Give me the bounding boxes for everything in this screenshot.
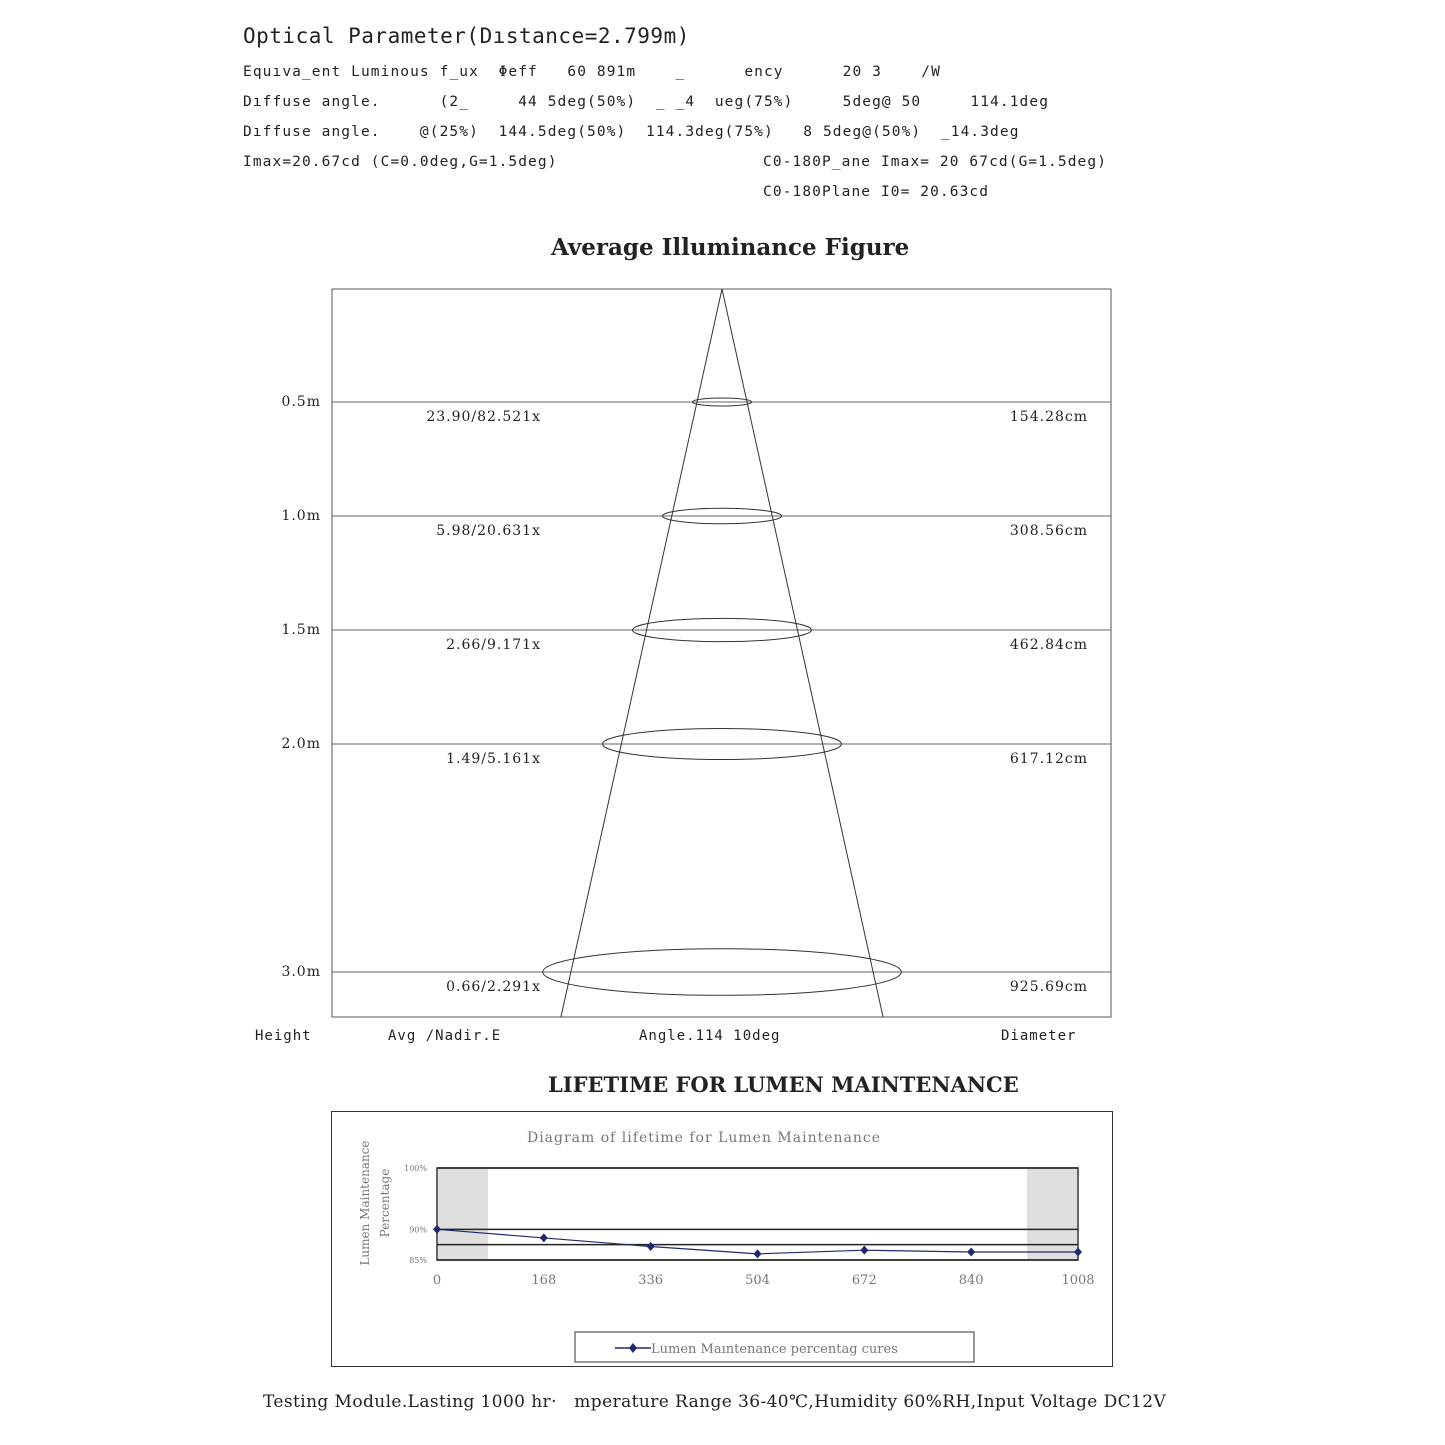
diameter-value: 154.28cm (1009, 409, 1088, 425)
diameter-value: 925.69cm (1009, 979, 1088, 995)
x-tick-label: 0 (432, 1273, 442, 1288)
avg-nadir-value: 5.98/20.631x (436, 523, 541, 539)
y-tick-label: 85% (409, 1256, 427, 1265)
plot-right-band (1027, 1169, 1077, 1259)
diameter-value: 617.12cm (1009, 751, 1088, 767)
testing-note: Testing Module.Lasting 1000 hr· mperature Range 36-40℃,Humidity 60%RH,Input Voltage DC12V (263, 1392, 1167, 1412)
height-label: 1.5m (281, 622, 321, 638)
avg-nadir-value: 23.90/82.521x (426, 409, 541, 425)
chart-title: Diagram of lifetime for Lumen Maintenance (526, 1130, 882, 1146)
y-tick-label: 100% (404, 1164, 427, 1173)
c0-180-i0-line: C0-180Plane I0= 20.63cd (763, 184, 990, 200)
legend-label: Lumen Maıntenance percentag cures (651, 1342, 898, 1357)
diffuse-angle-line-2: Dıffuse angle. @(25%) 144.5deg(50%) 114.3deg(75%) 8 5deg@(50%) _14.3deg (243, 124, 1020, 140)
avg-nadir-value: 2.66/9.171x (446, 637, 541, 653)
height-column-label: Height (255, 1028, 312, 1044)
height-label: 0.5m (281, 394, 321, 410)
avg-nadir-value: 0.66/2.291x (446, 979, 541, 995)
chart-y-axis-label-2: Percentage (378, 1168, 392, 1238)
height-label: 2.0m (281, 736, 321, 752)
diffuse-angle-line-1: Dıffuse angle. (2_ 44 5deg(50%) _ _4 ueg(75%) 5deg@ 50 114.1deg (243, 94, 1050, 110)
optical-title: Optical Parameter(Dıstance=2.799m) (243, 24, 690, 48)
cone-right-edge (722, 289, 883, 1017)
x-tick-label: 504 (745, 1273, 770, 1288)
y-tick-label: 90% (409, 1225, 427, 1235)
beam-angle-label: Angle.114 10deg (639, 1028, 781, 1044)
avg-nadir-column-label: Avg /Nadir.E (388, 1028, 502, 1044)
plot-background (437, 1168, 1078, 1260)
imax-line: Imax=20.67cd (C=0.0deg,G=1.5deg) (243, 154, 558, 170)
avg-nadir-value: 1.49/5.161x (446, 751, 541, 767)
chart-y-axis-label: Lumen Maintenance (358, 1140, 372, 1266)
diameter-value: 462.84cm (1009, 637, 1088, 653)
height-label: 1.0m (281, 508, 321, 524)
height-label: 3.0m (281, 964, 321, 980)
flux-efficiency-line: Equıva_ent Luminous f_ux Φeff 60 891m _ ency 20 3 /W (243, 64, 941, 80)
x-tick-label: 168 (531, 1273, 557, 1288)
plot-left-band (438, 1169, 488, 1259)
cone-left-edge (561, 289, 722, 1017)
lifetime-heading: LIFETIME FOR LUMEN MAINTENANCE (548, 1072, 1019, 1097)
x-tick-label: 672 (851, 1273, 877, 1288)
x-tick-label: 1008 (1061, 1273, 1095, 1288)
illuminance-heading: Average Illuminance Figure (551, 234, 910, 261)
diameter-column-label: Diameter (1001, 1028, 1077, 1044)
lumen-maintenance-chart (331, 1111, 1114, 1368)
x-tick-label: 336 (638, 1273, 664, 1288)
diameter-value: 308.56cm (1009, 523, 1088, 539)
x-tick-label: 840 (958, 1273, 984, 1288)
c0-180-imax-line: C0-180P_ane Imax= 20 67cd(G=1.5deg) (763, 154, 1108, 170)
